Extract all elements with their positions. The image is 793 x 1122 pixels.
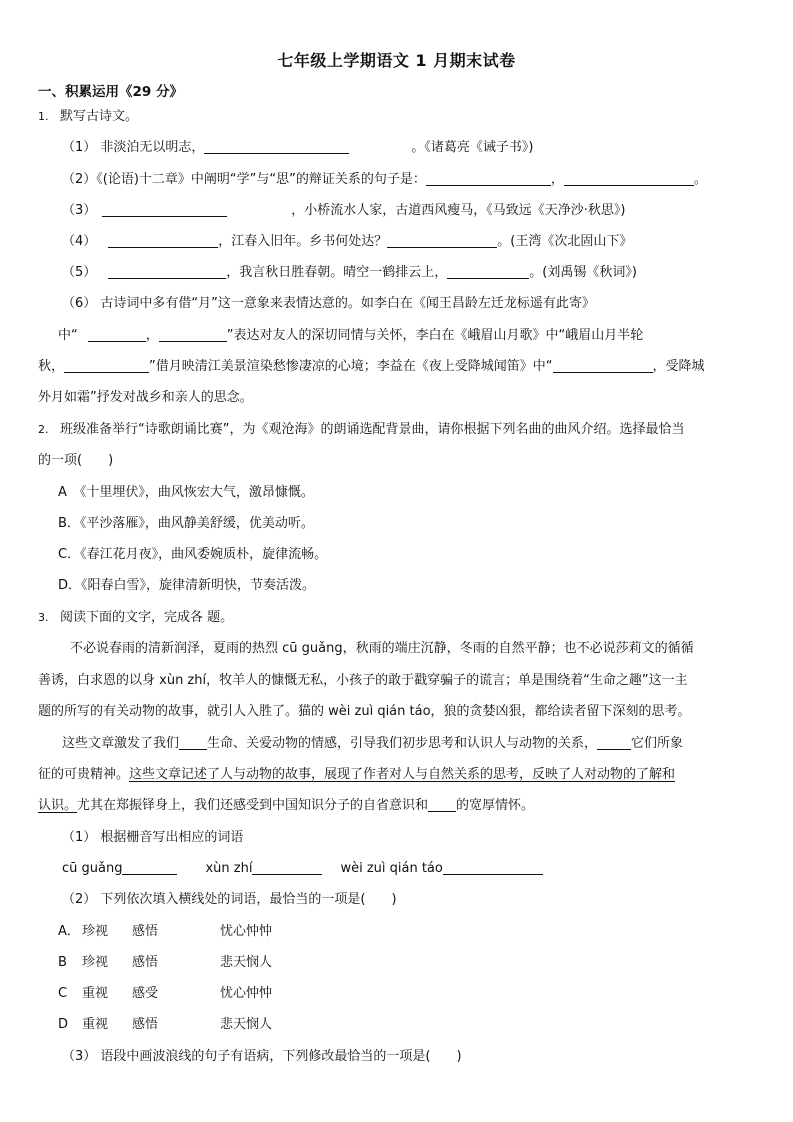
answer-blank[interactable] bbox=[108, 264, 226, 279]
page-title: 七年级上学期语文 1 月期末试卷 bbox=[277, 51, 516, 70]
q3-number: 3. bbox=[38, 611, 49, 624]
q3-p2-text-c: 它们所象 bbox=[631, 736, 684, 751]
q3-option-d[interactable] bbox=[58, 1016, 272, 1034]
q3-passage-p2-line-1 bbox=[62, 735, 683, 753]
wavy-underlined-sentence-end: 认识。 bbox=[38, 798, 78, 813]
q3-p2-text-f: 的宽厚情怀。 bbox=[456, 798, 535, 813]
q3-option-b[interactable] bbox=[58, 954, 272, 972]
q1-prompt: 默写古诗文。 bbox=[60, 109, 139, 124]
answer-blank[interactable] bbox=[428, 797, 456, 812]
q2-option-c[interactable]: C．《春江花月夜》，曲风委婉质朴，旋律流畅。 bbox=[58, 547, 328, 562]
option-word-1: 珍视 bbox=[82, 924, 109, 939]
q1-item-2-text-b: ， bbox=[550, 172, 564, 187]
q1-number: 1. bbox=[38, 110, 49, 123]
q3-header bbox=[38, 609, 233, 627]
pinyin-1: cū guǎng bbox=[62, 861, 123, 876]
answer-blank[interactable] bbox=[204, 139, 349, 154]
q3-prompt: 阅读下面的文字，完成各 题。 bbox=[60, 610, 234, 625]
option-letter: C bbox=[58, 986, 68, 1001]
answer-blank[interactable] bbox=[553, 358, 653, 373]
answer-blank[interactable] bbox=[64, 358, 149, 373]
q1-item-3-text-a: （3） bbox=[62, 203, 97, 218]
q2-line-2: 的一项( ) bbox=[38, 453, 114, 468]
answer-blank[interactable] bbox=[102, 202, 227, 217]
answer-blank[interactable] bbox=[108, 233, 218, 248]
answer-blank[interactable] bbox=[252, 860, 322, 875]
pinyin-3: wèi zuì qián táo bbox=[340, 861, 443, 876]
q3-p2-text-d: 征的可贵精神。 bbox=[38, 767, 130, 782]
q1-item-6-text-c: ”表达对友人的深切同情与关怀，李白在《峨眉山月歌》中“峨眉山月半轮 bbox=[226, 328, 644, 343]
answer-blank[interactable] bbox=[179, 735, 207, 750]
q2-option-b[interactable]: B．《平沙落雁》，曲风静美舒缓，优美动听。 bbox=[58, 516, 314, 531]
q3-option-a[interactable] bbox=[58, 923, 272, 941]
option-word-2: 感悟 bbox=[132, 1017, 159, 1032]
answer-blank[interactable] bbox=[122, 860, 177, 875]
q3-passage-p1-line-3: 题的所写的有关动物的故事，就引人入胜了。猫的 wèi zuì qián táo，狼的贪婪凶狠，都给读者留下深刻的思考。 bbox=[38, 704, 691, 719]
q3-sub-3: （3） 语段中画波浪线的句子有语病，下列修改最恰当的一项是( ) bbox=[62, 1049, 462, 1064]
q1-item-6-line-3 bbox=[38, 358, 705, 376]
q2-option-a[interactable]: A 《十里埋伏》，曲风恢宏大气，激昂慷慨。 bbox=[58, 485, 314, 500]
section-heading: 一、积累运用《29 分》 bbox=[38, 84, 183, 100]
q1-item-6-line-2 bbox=[58, 327, 643, 345]
q1-item-6-text-d: 秋， bbox=[38, 359, 65, 374]
q1-item-1-text-b: 。《诸葛亮《诫子书》) bbox=[411, 140, 534, 155]
option-word-3: 悲天悯人 bbox=[220, 955, 273, 970]
q3-passage-p2-line-2 bbox=[38, 766, 675, 784]
q1-item-1 bbox=[62, 139, 533, 157]
q1-item-2-text-c: 。 bbox=[693, 172, 707, 187]
answer-blank[interactable] bbox=[597, 735, 631, 750]
q1-item-5-text-b: ，我言秋日胜春朝。晴空一鹤排云上， bbox=[226, 265, 448, 280]
q1-item-5-text-c: 。(刘禹锡《秋词》) bbox=[529, 265, 637, 280]
option-word-1: 重视 bbox=[82, 1017, 109, 1032]
q2-stem: 班级准备举行“诗歌朗诵比赛”，为《观沧海》的朗诵选配背景曲，请你根据下列名曲的曲风介绍。选择最恰当 bbox=[60, 422, 685, 437]
q1-item-6-line-4: 外月如霜”抒发对战乡和亲人的思念。 bbox=[38, 390, 253, 405]
q1-item-4-text-a: （4） bbox=[62, 234, 97, 249]
q1-item-6-line-1: （6） 古诗词中多有借“月”这一意象来表情达意的。如李白在《闻王昌龄左迁龙标遥有此寄》 bbox=[62, 296, 595, 311]
q1-item-4-text-c: 。(王湾《次北固山下》 bbox=[497, 234, 633, 249]
answer-blank[interactable] bbox=[159, 327, 227, 342]
option-word-2: 感悟 bbox=[132, 955, 159, 970]
q2-line-1 bbox=[38, 421, 684, 439]
q3-option-c[interactable] bbox=[58, 985, 272, 1003]
q1-item-2 bbox=[62, 171, 707, 189]
answer-blank[interactable] bbox=[443, 860, 543, 875]
q1-item-4-text-b: ，江春入旧年。乡书何处达？ bbox=[218, 234, 388, 249]
q3-passage-p2-line-3 bbox=[38, 797, 534, 815]
q1-item-4 bbox=[62, 233, 632, 251]
q3-p2-text-e: 尤其在郑振铎身上，我们还感受到中国知识分子的自省意识和 bbox=[77, 798, 429, 813]
q2-number: 2. bbox=[38, 423, 49, 436]
q2-option-d[interactable]: D．《阳春白雪》，旋律清新明快，节奏活泼。 bbox=[58, 578, 316, 593]
option-word-1: 重视 bbox=[82, 986, 109, 1001]
option-word-1: 珍视 bbox=[82, 955, 109, 970]
q1-item-6-text-b: ， bbox=[145, 328, 159, 343]
q1-item-5-text-a: （5） bbox=[62, 265, 97, 280]
q1-item-3-text-b: ，小桥流水人家，古道西风瘦马，《马致远《天净沙·秋思》) bbox=[291, 203, 626, 218]
q3-p2-text-a: 这些文章激发了我们 bbox=[62, 736, 180, 751]
option-word-2: 感受 bbox=[132, 986, 159, 1001]
option-word-3: 悲天悯人 bbox=[220, 1017, 273, 1032]
q3-sub-1: （1） 根据栅音写出相应的词语 bbox=[62, 830, 244, 845]
answer-blank[interactable] bbox=[88, 327, 146, 342]
wavy-underlined-sentence: 这些文章记述了人与动物的故事，展现了作者对人与自然关系的思考，反映了人对动物的了解和 bbox=[129, 767, 676, 782]
answer-blank[interactable] bbox=[387, 233, 497, 248]
q1-item-6-text-f: ，受降城 bbox=[652, 359, 705, 374]
option-letter: D bbox=[58, 1017, 69, 1032]
q1-item-6-text-a: 中“ bbox=[58, 328, 78, 343]
q1-item-3 bbox=[62, 202, 626, 220]
answer-blank[interactable] bbox=[426, 171, 551, 186]
q3-sub-2: （2） 下列依次填入横线处的词语，最恰当的一项是( ) bbox=[62, 892, 397, 907]
q1-item-2-text-a: （2）《(论语)十二章》中阐明“学”与“思”的辩证关系的句子是： bbox=[62, 172, 426, 187]
option-word-2: 感悟 bbox=[132, 924, 159, 939]
option-word-3: 忧心忡忡 bbox=[220, 986, 273, 1001]
pinyin-2: xùn zhí bbox=[205, 861, 253, 876]
q3-p2-text-b: 生命、关爱动物的情感，引导我们初步思考和认识人与动物的关系， bbox=[207, 736, 598, 751]
answer-blank[interactable] bbox=[447, 264, 529, 279]
answer-blank[interactable] bbox=[564, 171, 694, 186]
q3-pinyin-row bbox=[62, 860, 543, 878]
q3-passage-p1-line-1: 不必说春雨的清新润泽，夏雨的热烈 cū guǎng，秋雨的端庄沉静，冬雨的自然平静；也不必说莎莉文的循循 bbox=[70, 641, 694, 656]
q1-header bbox=[38, 108, 138, 126]
option-word-3: 忧心忡忡 bbox=[220, 924, 273, 939]
option-letter: B bbox=[58, 955, 67, 970]
q3-passage-p1-line-2: 善诱，白求恩的以身 xùn zhí，牧羊人的慷慨无私，小孩子的敢于戳穿骗子的谎言；单是围绕着“生命之趣”这一主 bbox=[38, 673, 688, 688]
q1-item-1-text-a: （1） 非淡泊无以明志， bbox=[62, 140, 205, 155]
option-letter: A． bbox=[58, 924, 80, 939]
q1-item-6-text-e: ”借月映清江美景渲染愁惨凄凉的心境；李益在《夜上受降城闻笛》中“ bbox=[149, 359, 553, 374]
q1-item-5 bbox=[62, 264, 637, 282]
